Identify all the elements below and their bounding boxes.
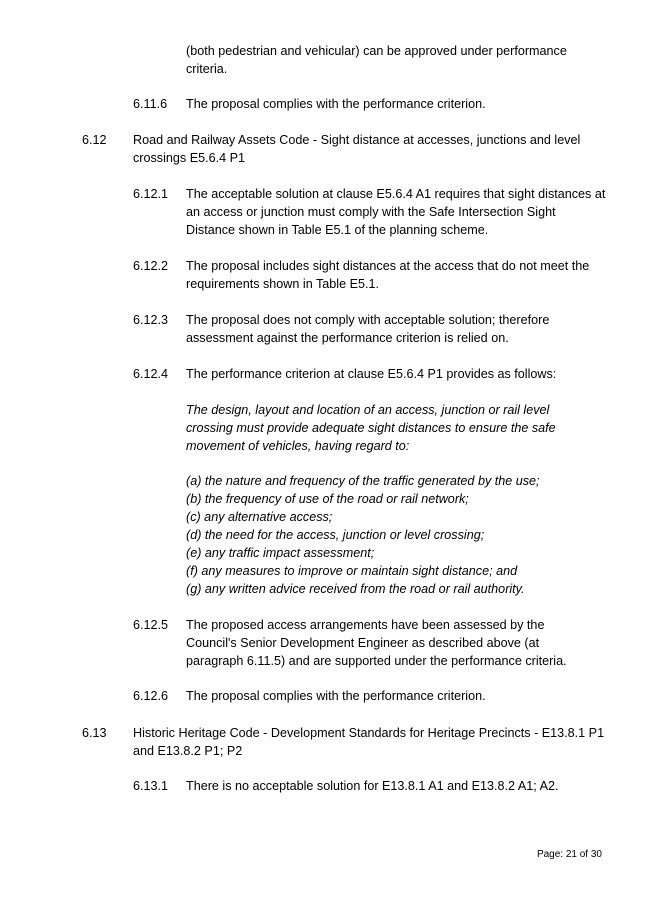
quote-list-item: (e) any traffic impact assessment; [186, 546, 375, 560]
paragraph-text: The proposed access arrangements have been assessed by the Council's Senior Development Engineer as described above (at paragraph 6.11.5) and are supported under the performance criteria. [186, 618, 567, 668]
section-number: 6.12 [82, 133, 107, 147]
quote-list-item: (a) the nature and frequency of the traffic generated by the use; [186, 474, 540, 488]
section-heading: Road and Railway Assets Code - Sight distance at accesses, junctions and level crossings E5.6.4 P1 [133, 133, 581, 165]
paragraph-number: 6.13.1 [133, 779, 169, 793]
paragraph-text: There is no acceptable solution for E13.8.1 A1 and E13.8.2 A1; A2. [186, 779, 559, 793]
paragraph-text: The proposal complies with the performance criterion. [186, 689, 486, 703]
paragraph-number: 6.12.2 [133, 259, 169, 273]
paragraph-number: 6.12.3 [133, 313, 169, 327]
quote-list-item: (b) the frequency of use of the road or rail network; [186, 492, 469, 506]
section-number: 6.13 [82, 726, 107, 740]
paragraph-number: 6.12.4 [133, 367, 169, 381]
paragraph-number: 6.11.6 [133, 97, 168, 111]
quote-list-item: (d) the need for the access, junction or level crossing; [186, 528, 485, 542]
paragraph-text: The proposal complies with the performance criterion. [186, 97, 486, 111]
paragraph-number: 6.12.5 [133, 618, 169, 632]
page-number: Page: 21 of 30 [536, 849, 602, 860]
quote-list-item: (c) any alternative access; [186, 510, 333, 524]
paragraph-text: The acceptable solution at clause E5.6.4 A1 requires that sight distances at an access or junction must comply with the Safe Intersection Sight Distance shown in Table E5.1 of the planning scheme. [186, 187, 606, 237]
quote-intro: The design, layout and location of an access, junction or rail level crossing must provide adequate sight distances to ensure the safe movement of vehicles, having regard to: [186, 403, 556, 453]
paragraph-number: 6.12.6 [133, 689, 169, 703]
paragraph-text: The performance criterion at clause E5.6.4 P1 provides as follows: [186, 367, 557, 381]
paragraph-text: The proposal does not comply with acceptable solution; therefore assessment against the performance criterion is relied on. [186, 313, 550, 345]
section-heading: Historic Heritage Code - Development Standards for Heritage Precincts - E13.8.1 P1 and E13.8.2 P1; P2 [133, 726, 605, 758]
continuation-text: (both pedestrian and vehicular) can be approved under performance criteria. [186, 44, 567, 76]
paragraph-text: The proposal includes sight distances at the access that do not meet the requirements shown in Table E5.1. [186, 259, 590, 291]
paragraph-number: 6.12.1 [133, 187, 169, 201]
quote-list-item: (f) any measures to improve or maintain sight distance; and [186, 564, 518, 578]
quote-list-item: (g) any written advice received from the road or rail authority. [186, 582, 525, 596]
